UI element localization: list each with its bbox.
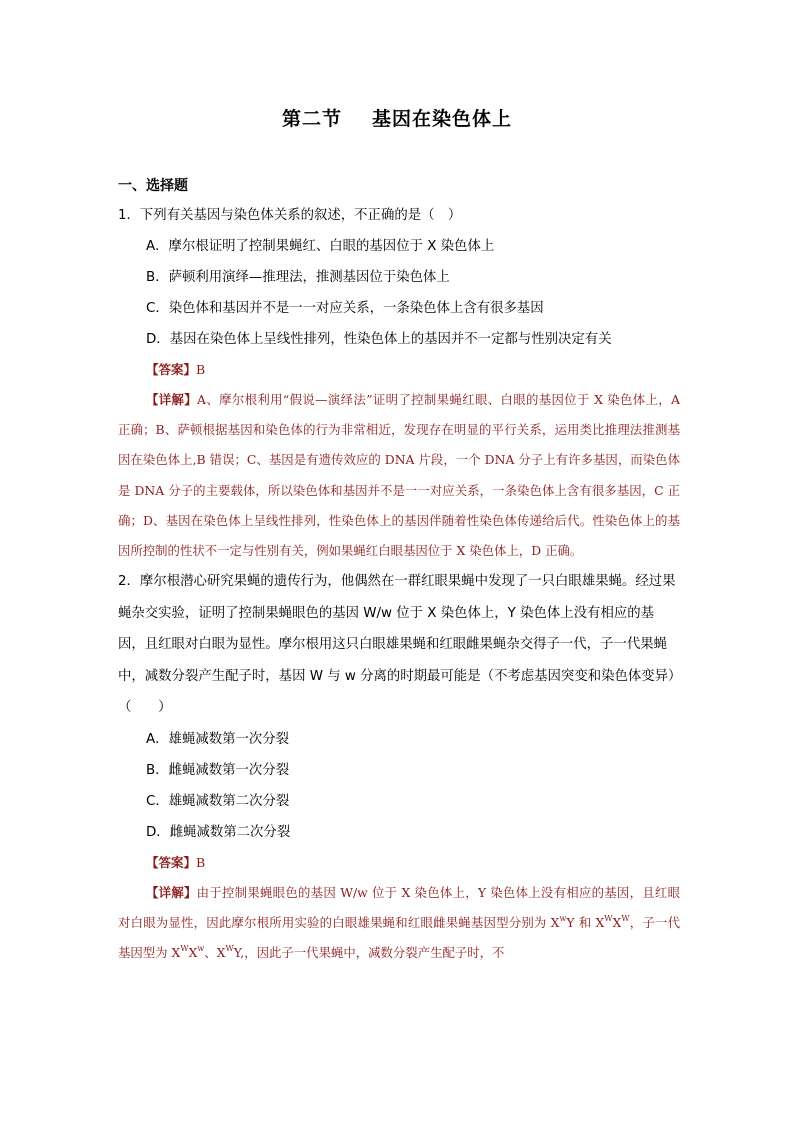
question-2-option-b: B．雌蝇减数第一次分裂 (146, 762, 290, 778)
document-body (118, 172, 680, 968)
question-2-explanation (118, 878, 680, 969)
superscript: W (621, 913, 630, 923)
question-2-option-a: A．雄蝇减数第一次分裂 (146, 731, 290, 747)
explanation-text: ，子一代基因型为 X (118, 914, 681, 961)
explanation-text: Y,，因此子一代果蝇中，减数分裂产生配子时，不 (233, 945, 505, 961)
superscript: W (225, 944, 234, 954)
question-2-stem: 2．摩尔根潜心研究果蝇的遗传行为，他偶然在一群红眼果蝇中发现了一只白眼雄果蝇。经过果蝇杂交实验，证明了控制果蝇眼色的基因 W/w 位于 X 染色体上，Y 染色体上没有相应的基因，且红眼对白眼为显性。摩尔根用这只白眼雄果蝇和红眼雌果蝇杂交得子一代，子一代果蝇中，减数分裂产生配子时，基因 W 与 w 分离的时期最可能是（不考虑基因突变和染色体变异）（ ） (118, 574, 676, 716)
explanation-text: 由于控制果蝇眼色的基因 W/w 位于 X 染色体上，Y 染色体上没有相应的基因，且红眼对白眼为显性，因此摩尔根所用实验的白眼雄果蝇和红眼雌果蝇基因型分别为 X (118, 884, 680, 930)
explanation-text: A、摩尔根利用“假说—演绎法”证明了控制果蝇红眼、白眼的基因位于 X 染色体上，A 正确；B、萨顿根据基因和染色体的行为非常相近，发现存在明显的平行关系，运用类比推理法推测基因在染色体上,B 错误；C、基因是有遗传效应的 DNA 片段，一个 DNA 分子上有许多基因，而染色体是 DNA 分子的主要载体，所以染色体和基因并不是一一对应关系，一条染色体上含有很多基因，C 正确；D、基因在染色体上呈线性排列，性染色体上的基因伴随着性染色体传递给后代。性染色体上的基因所控制的性状不一定与性别有关，例如果蝇红白眼基因位于 X 染色体上，D 正确。 (118, 392, 681, 559)
question-1-explanation (118, 385, 680, 566)
section-heading: 一、选择题 (118, 178, 188, 194)
explanation-text: Y 和 X (566, 914, 605, 930)
question-1-option-a: A．摩尔根证明了控制果蝇红、白眼的基因位于 X 染色体上 (146, 239, 495, 254)
title-section-number: 第二节 (281, 108, 342, 130)
explanation-tag: 【详解】 (146, 392, 198, 407)
answer-tag: 【答案】 (146, 362, 197, 377)
question-2-option-d: D．雌蝇减数第二次分裂 (146, 824, 291, 840)
question-1-option-d: D．基因在染色体上呈线性排列，性染色体上的基因并不一定都与性别决定有关 (146, 332, 612, 347)
superscript: W (180, 944, 189, 954)
superscript: w (559, 913, 567, 923)
page-title (0, 104, 794, 131)
superscript: W (604, 913, 613, 923)
question-2-option-c: C．雄蝇减数第二次分裂 (146, 793, 290, 809)
question-1-option-c: C．染色体和基因并不是一一对应关系，一条染色体上含有很多基因 (146, 301, 544, 316)
answer-tag: 【答案】 (146, 854, 197, 870)
question-1-option-b: B．萨顿利用演绎—推理法，推测基因位于染色体上 (146, 270, 450, 285)
question-1-stem: 1．下列有关基因与染色体关系的叙述，不正确的是（ ） (118, 208, 462, 223)
explanation-text: X (612, 914, 622, 930)
question-2-answer (118, 848, 680, 878)
explanation-text: 、X (204, 945, 226, 961)
answer-value: B (196, 854, 206, 870)
explanation-tag: 【详解】 (146, 884, 197, 900)
question-1-answer (118, 355, 680, 385)
title-text: 基因在染色体上 (372, 108, 513, 130)
answer-value: B (196, 362, 206, 377)
explanation-text: X (188, 945, 198, 961)
superscript: w (197, 944, 205, 954)
